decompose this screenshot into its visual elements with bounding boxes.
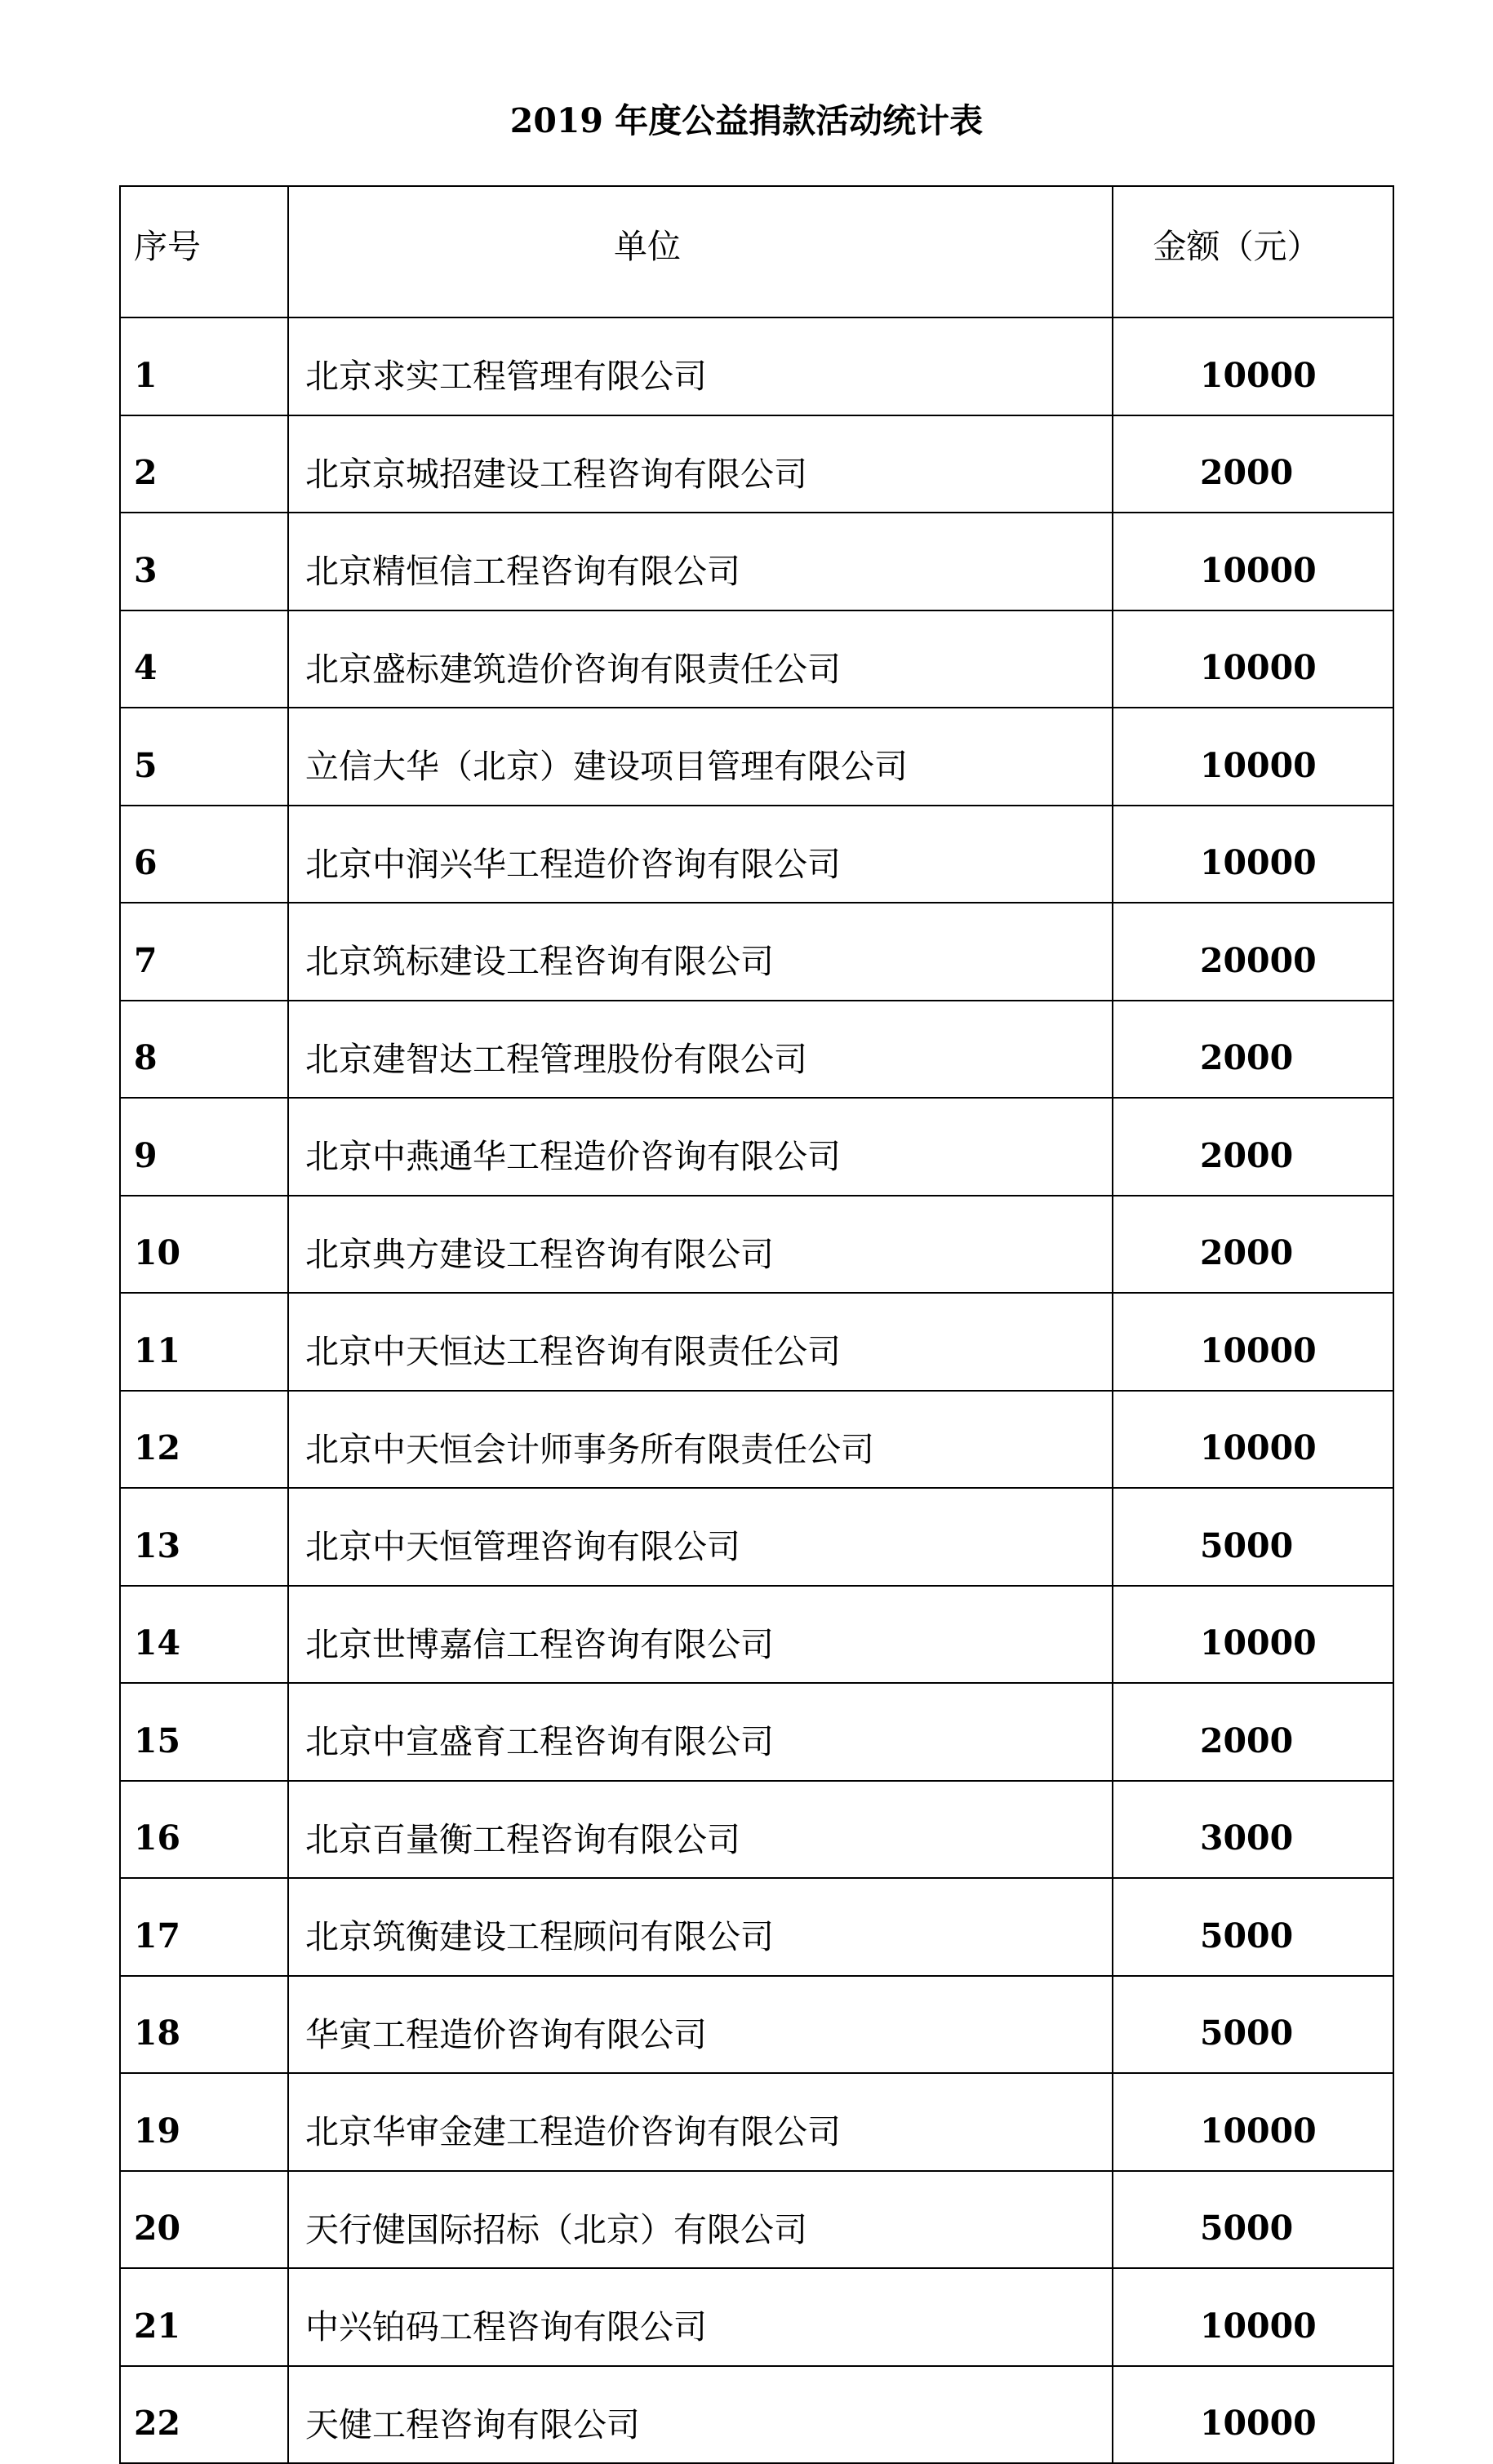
header-unit: 单位: [288, 186, 1113, 317]
row-index: 20: [120, 2171, 288, 2269]
row-amount: 3000: [1113, 1781, 1393, 1879]
row-unit: 北京中天恒达工程咨询有限责任公司: [288, 1293, 1113, 1391]
row-amount: 2000: [1113, 415, 1393, 513]
table-header-row: [120, 186, 1393, 317]
row-unit: 天行健国际招标（北京）有限公司: [288, 2171, 1113, 2269]
row-amount: 10000: [1113, 806, 1393, 903]
row-amount: 20000: [1113, 903, 1393, 1001]
table-row: [120, 1878, 1393, 1976]
header-amount: 金额（元）: [1113, 186, 1393, 317]
row-unit: 北京求实工程管理有限公司: [288, 317, 1113, 415]
row-index: 5: [120, 708, 288, 806]
row-amount: 2000: [1113, 1683, 1393, 1781]
row-amount: 10000: [1113, 610, 1393, 708]
row-amount: 10000: [1113, 2366, 1393, 2464]
row-index: 11: [120, 1293, 288, 1391]
row-index: 1: [120, 317, 288, 415]
row-unit: 北京筑衡建设工程顾问有限公司: [288, 1878, 1113, 1976]
row-index: 9: [120, 1098, 288, 1196]
table-row: [120, 806, 1393, 903]
row-unit: 北京建智达工程管理股份有限公司: [288, 1001, 1113, 1099]
row-index: 3: [120, 513, 288, 610]
row-unit: 北京中天恒管理咨询有限公司: [288, 1488, 1113, 1586]
row-unit: 北京精恒信工程咨询有限公司: [288, 513, 1113, 610]
row-index: 10: [120, 1196, 288, 1294]
row-amount: 10000: [1113, 2073, 1393, 2171]
row-index: 17: [120, 1878, 288, 1976]
table-row: [120, 1391, 1393, 1489]
row-unit: 北京盛标建筑造价咨询有限责任公司: [288, 610, 1113, 708]
table-row: [120, 903, 1393, 1001]
row-unit: 北京华审金建工程造价咨询有限公司: [288, 2073, 1113, 2171]
row-amount: 10000: [1113, 1293, 1393, 1391]
row-unit: 北京典方建设工程咨询有限公司: [288, 1196, 1113, 1294]
table-row: [120, 513, 1393, 610]
table-row: [120, 2268, 1393, 2366]
row-index: 15: [120, 1683, 288, 1781]
row-amount: 5000: [1113, 1976, 1393, 2074]
table-row: [120, 1098, 1393, 1196]
table-row: [120, 1683, 1393, 1781]
row-index: 13: [120, 1488, 288, 1586]
row-index: 2: [120, 415, 288, 513]
row-unit: 北京中宣盛育工程咨询有限公司: [288, 1683, 1113, 1781]
table-row: [120, 1001, 1393, 1099]
row-unit: 北京中燕通华工程造价咨询有限公司: [288, 1098, 1113, 1196]
row-amount: 10000: [1113, 1586, 1393, 1684]
row-index: 16: [120, 1781, 288, 1879]
row-unit: 华寅工程造价咨询有限公司: [288, 1976, 1113, 2074]
row-unit: 北京百量衡工程咨询有限公司: [288, 1781, 1113, 1879]
row-amount: 5000: [1113, 2171, 1393, 2269]
row-index: 18: [120, 1976, 288, 2074]
document-title: 2019 年度公益捐款活动统计表: [509, 101, 984, 140]
table-row: [120, 415, 1393, 513]
row-index: 4: [120, 610, 288, 708]
row-unit: 中兴铂码工程咨询有限公司: [288, 2268, 1113, 2366]
row-unit: 立信大华（北京）建设项目管理有限公司: [288, 708, 1113, 806]
row-index: 14: [120, 1586, 288, 1684]
row-amount: 2000: [1113, 1001, 1393, 1099]
table-row: [120, 1196, 1393, 1294]
table-row: [120, 2171, 1393, 2269]
table-row: [120, 1976, 1393, 2074]
row-index: 22: [120, 2366, 288, 2464]
table-row: [120, 610, 1393, 708]
table-row: [120, 2073, 1393, 2171]
row-amount: 10000: [1113, 708, 1393, 806]
row-amount: 10000: [1113, 317, 1393, 415]
row-index: 6: [120, 806, 288, 903]
row-index: 7: [120, 903, 288, 1001]
donation-table: [119, 185, 1394, 2464]
row-amount: 10000: [1113, 513, 1393, 610]
row-amount: 10000: [1113, 1391, 1393, 1489]
row-amount: 5000: [1113, 1488, 1393, 1586]
row-unit: 北京京城招建设工程咨询有限公司: [288, 415, 1113, 513]
table-row: [120, 1781, 1393, 1879]
row-unit: 天健工程咨询有限公司: [288, 2366, 1113, 2464]
table-row: [120, 1586, 1393, 1684]
row-unit: 北京世博嘉信工程咨询有限公司: [288, 1586, 1113, 1684]
table-row: [120, 1488, 1393, 1586]
table-row: [120, 2366, 1393, 2464]
row-amount: 2000: [1113, 1098, 1393, 1196]
table-row: [120, 1293, 1393, 1391]
table-row: [120, 317, 1393, 415]
row-amount: 10000: [1113, 2268, 1393, 2366]
table-row: [120, 708, 1393, 806]
row-amount: 5000: [1113, 1878, 1393, 1976]
row-unit: 北京中润兴华工程造价咨询有限公司: [288, 806, 1113, 903]
row-amount: 2000: [1113, 1196, 1393, 1294]
row-unit: 北京中天恒会计师事务所有限责任公司: [288, 1391, 1113, 1489]
header-index: 序号: [120, 186, 288, 317]
row-index: 12: [120, 1391, 288, 1489]
row-index: 21: [120, 2268, 288, 2366]
row-index: 19: [120, 2073, 288, 2171]
row-unit: 北京筑标建设工程咨询有限公司: [288, 903, 1113, 1001]
table-body: [120, 317, 1393, 2463]
row-index: 8: [120, 1001, 288, 1099]
